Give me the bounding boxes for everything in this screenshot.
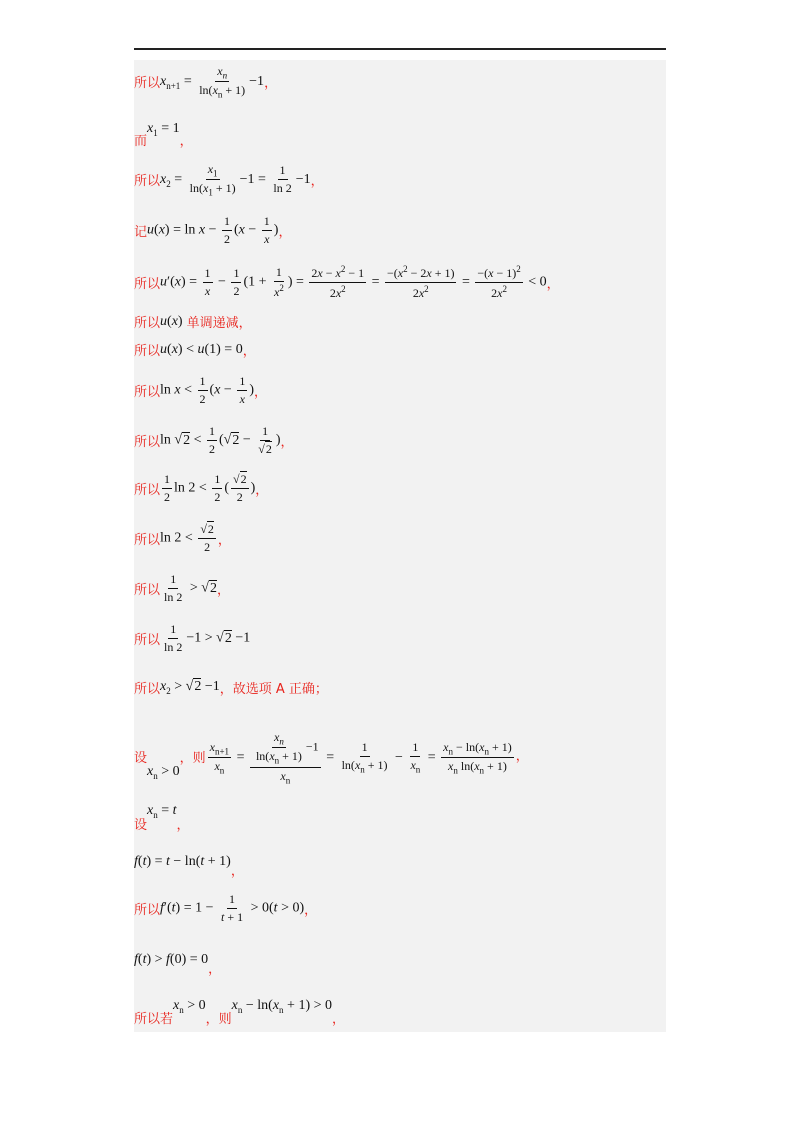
label-conclusion-a: ，故选项 A 正确； xyxy=(219,682,328,697)
line-7: 所以 u(x) < u(1) = 0 ， xyxy=(134,341,256,359)
line-15: 设 $x_n > 0$ ，则 $\frac{x_{n+1}}{x_n}$ = $\frac{x_n}{\ln(x_n + 1)}$ −1 $x_n$ = $\frac{1}{\ln(x_n + 1)}$ − $\frac{1}{x_n}$ = $\frac{x_n - \ln(x_n + 1)}{x_n \ln(x_n + 1)}$ ， xyxy=(134,730,529,786)
line-20: 所以若 $x_n > 0$ ，则 $x_n - \ln(x_n + 1) > 0$ ， xyxy=(134,998,346,1027)
label-dandiao: 单调递减， xyxy=(186,316,252,331)
line-9: 所以 ln √2 < $\frac{1}{2}$ (√2 − $\frac{1}{√2}$ ) ， xyxy=(134,424,294,456)
formula-x2: $x_2$ = $\frac{x_1}{\ln(x_1 + 1)}$ −1 = $\frac{1}{\ln 2}$ −1 xyxy=(160,162,311,198)
formula-u: u(x) = ln x − $\frac{1}{2}$ (x − $\frac{1}{x}$ ) xyxy=(147,214,279,246)
line-17: f(t) = t − ln(t + 1) ， xyxy=(134,853,244,879)
line-8: 所以 ln x < $\frac{1}{2}$ (x − $\frac{1}{x}$ ) ， xyxy=(134,374,268,406)
formula-inv-ln2-minus: $\frac{1}{\ln 2}$ −1 > √2 −1 xyxy=(164,622,251,654)
line-10: 所以 $\frac{1}{2}$ ln 2 < $\frac{1}{2}$ ( $\frac{√2}{2}$ ) ， xyxy=(134,472,269,504)
formula-ratio: $\frac{x_{n+1}}{x_n}$ = $\frac{x_n}{\ln(x_n + 1)}$ −1 $x_n$ = $\frac{1}{\ln(x_n + 1)}$ − $\frac{1}{x_n}$ = $\frac{x_n - \ln(x_n + 1)}{x_n \ln(x_n + 1)}$ xyxy=(209,730,512,786)
formula-lnx: ln x < $\frac{1}{2}$ (x − $\frac{1}{x}$ ) xyxy=(160,374,254,406)
formula-inv-ln2: $\frac{1}{\ln 2}$ > √2 xyxy=(164,572,217,604)
header-rule xyxy=(134,48,666,50)
formula-uprime: u′(x) = $\frac{1}{x}$ − $\frac{1}{2}$ (1 + $\frac{1}{x^2}$ ) = $\frac{2x - x^2 - 1}{2x^2}$ = $\frac{-(x^2 - 2x + 1)}{2x^2}$ = $\frac{-(x - 1)^2}{2x^2}$ < 0 xyxy=(160,264,547,300)
label-ji: 记 xyxy=(134,225,148,240)
line-2: 而 $x_1 = 1$ ， xyxy=(134,121,193,149)
formula-half-ln2: $\frac{1}{2}$ ln 2 < $\frac{1}{2}$ ( $\frac{√2}{2}$ ) xyxy=(164,472,256,504)
formula-ft: f(t) = t − ln(t + 1) xyxy=(134,853,231,869)
line-14: 所以 $x_2 > √2 -1$ ，故选项 A 正确； xyxy=(134,679,328,697)
line-5: 所以 u′(x) = $\frac{1}{x}$ − $\frac{1}{2}$ (1 + $\frac{1}{x^2}$ ) = $\frac{2x - x^2 - 1}{2x^2}$ = $\frac{-(x^2 - 2x + 1)}{2x^2}$ = $\frac{-(x - 1)^2}{2x^2}$ < 0 ， xyxy=(134,264,560,300)
formula-ft-gt: f(t) > f(0) = 0 xyxy=(134,951,209,967)
line-6: 所以 u(x) 单调递减， xyxy=(134,313,252,331)
label-she: 设 xyxy=(134,751,148,767)
formula-xn-minus-ln: $x_n - \ln(x_n + 1) > 0$ xyxy=(231,998,332,1015)
formula-xn-gt0: $x_n > 0$ xyxy=(173,998,206,1015)
formula-ln2-lt: ln 2 < $\frac{√2}{2}$ xyxy=(160,522,214,554)
line-18: 所以 f′(t) = 1 − $\frac{1}{t + 1}$ > 0(t > 0) ， xyxy=(134,892,318,924)
formula-xn1: $x_{n+1}$ = $\frac{x_n}{\ln(x_n + 1)}$ −1 xyxy=(160,64,265,100)
formula-xn-pos: $x_n > 0$ xyxy=(147,764,180,781)
line-19: f(t) > f(0) = 0 ， xyxy=(134,951,222,977)
line-13: 所以 $\frac{1}{\ln 2}$ −1 > √2 −1 xyxy=(134,622,251,654)
line-3: 所以 $x_2$ = $\frac{x_1}{\ln(x_1 + 1)}$ −1 = $\frac{1}{\ln 2}$ −1 ， xyxy=(134,162,324,198)
line-16: 设 $x_n = t$ ， xyxy=(134,803,190,833)
formula-ux: u(x) xyxy=(160,313,183,329)
label-suoyiruo: 所以若 xyxy=(134,1012,174,1027)
label-er: 而 xyxy=(134,134,148,149)
label-ze: ，则 xyxy=(179,751,206,767)
formula-xn-t: $x_n = t$ xyxy=(147,803,177,820)
label-suoyi: 所以 xyxy=(134,76,161,92)
formula-ln-sqrt2: ln √2 < $\frac{1}{2}$ (√2 − $\frac{1}{√2}$ ) xyxy=(160,424,281,456)
formula-fprime: f′(t) = 1 − $\frac{1}{t + 1}$ > 0(t > 0) xyxy=(160,892,305,924)
line-12: 所以 $\frac{1}{\ln 2}$ > √2 ， xyxy=(134,572,230,604)
formula-x1: $x_1 = 1$ xyxy=(147,121,180,138)
formula-x2-gt: $x_2 > √2 -1$ xyxy=(160,679,220,696)
formula-u-lt: u(x) < u(1) = 0 xyxy=(160,341,243,357)
line-1: 所以 $x_{n+1}$ = $\frac{x_n}{\ln(x_n + 1)}$ −1 ， xyxy=(134,64,278,100)
line-4: 记 u(x) = ln x − $\frac{1}{2}$ (x − $\frac{1}{x}$ ) ， xyxy=(134,214,292,246)
line-11: 所以 ln 2 < $\frac{√2}{2}$ ， xyxy=(134,522,231,554)
